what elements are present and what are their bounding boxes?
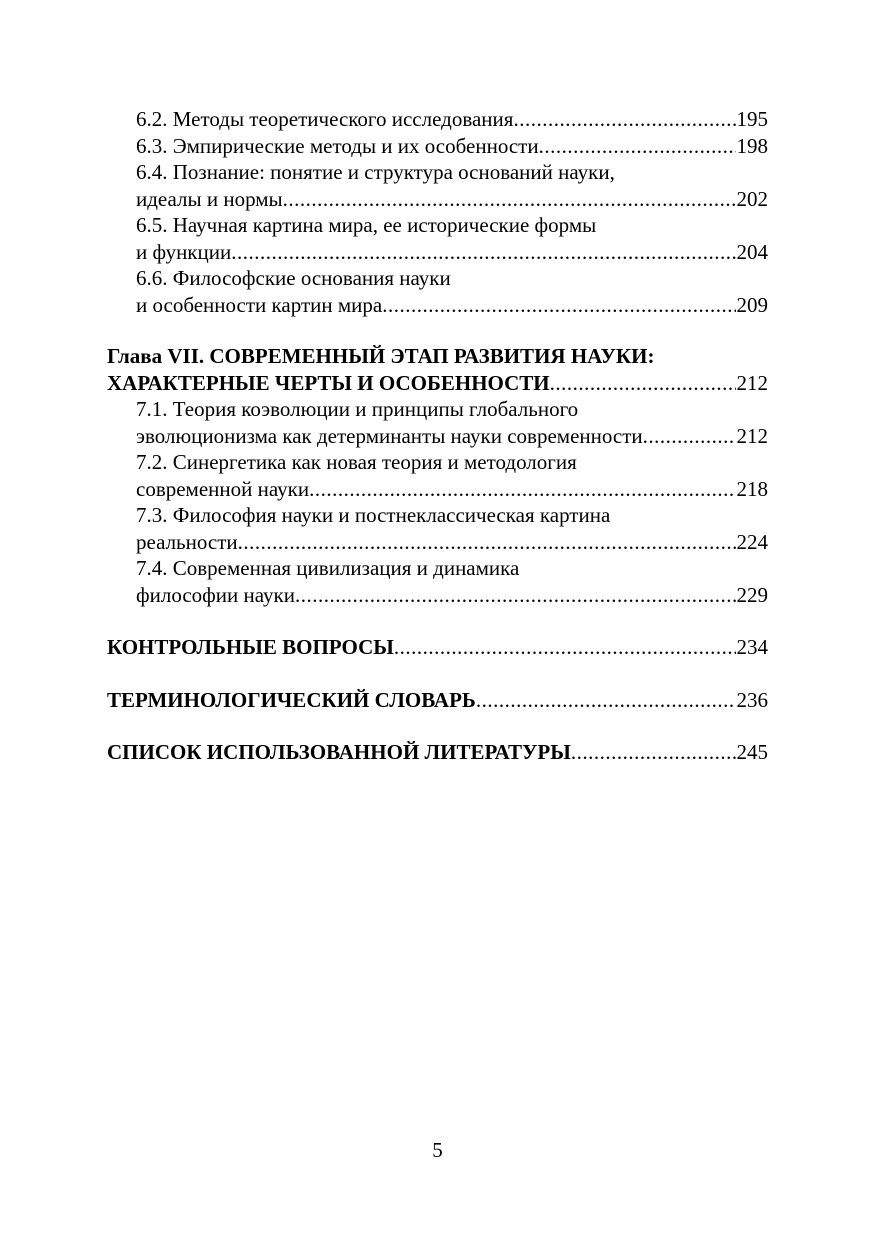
toc-entry-title-cont: эволюционизма как детерминанты науки современности	[136, 423, 643, 448]
toc-section-title: СПИСОК ИСПОЛЬЗОВАННОЙ ЛИТЕРАТУРЫ	[107, 740, 571, 764]
toc-chapter-title-cont: ХАРАКТЕРНЫЕ ЧЕРТЫ И ОСОБЕННОСТИ	[107, 370, 550, 395]
toc-entry-title: 6.2. Методы теоретического исследования	[136, 107, 514, 131]
toc-page-number: 234	[736, 635, 768, 659]
page-number: 5	[432, 1138, 443, 1162]
toc-entry-title-cont: философии науки	[136, 582, 295, 607]
dot-leader	[382, 292, 735, 319]
toc-page-number: 229	[736, 582, 768, 607]
toc-section-title: КОНТРОЛЬНЫЕ ВОПРОСЫ	[107, 635, 394, 659]
toc-entry-title-cont: и особенности картин мира	[136, 292, 383, 317]
toc-page-number: 245	[736, 740, 768, 764]
toc-page-number: 236	[736, 687, 768, 712]
toc-entry-7-4	[107, 555, 768, 608]
toc-page-number: 212	[736, 370, 768, 395]
toc-entry-7-2	[107, 449, 768, 502]
toc-entry-6-4	[107, 159, 768, 212]
toc-section-title: ТЕРМИНОЛОГИЧЕСКИЙ СЛОВАРЬ	[107, 687, 476, 712]
toc-entry-title-cont: современной науки	[136, 476, 310, 501]
toc-entry-6-3	[107, 133, 768, 160]
toc-page-number: 212	[736, 423, 768, 448]
toc-entry-title-cont: идеалы и нормы	[136, 186, 283, 211]
dot-leader	[231, 239, 735, 266]
dot-leader	[476, 687, 736, 714]
toc-page-number: 224	[736, 529, 768, 554]
dot-leader	[643, 423, 736, 450]
dot-leader	[394, 634, 736, 661]
dot-leader	[571, 739, 736, 766]
toc-page-number: 195	[736, 107, 768, 131]
toc-page-number: 218	[736, 476, 768, 501]
toc-entry-title-cont: и функции	[136, 239, 232, 264]
toc-page-number: 198	[736, 133, 768, 158]
toc-entry-title: 7.2. Синергетика как новая теория и методология	[136, 450, 577, 474]
toc-chapter-title: Глава VII. СОВРЕМЕННЫЙ ЭТАП РАЗВИТИЯ НАУКИ:	[107, 344, 655, 368]
dot-leader	[513, 106, 735, 133]
toc-page-number: 209	[736, 292, 768, 317]
dot-leader	[539, 133, 736, 160]
toc-entry-title: 7.4. Современная цивилизация и динамика	[136, 556, 520, 580]
toc-entry-7-3	[107, 502, 768, 555]
dot-leader	[238, 529, 736, 556]
toc-references	[107, 739, 768, 766]
toc-entry-title: 7.1. Теория коэволюции и принципы глобального	[136, 397, 579, 421]
toc-control-questions	[107, 634, 768, 661]
toc-entry-6-5	[107, 212, 768, 265]
toc-entry-title-cont: реальности	[136, 529, 238, 554]
table-of-contents	[107, 106, 768, 766]
toc-entry-6-2	[107, 106, 768, 133]
toc-entry-title: 7.3. Философия науки и постнеклассическая картина	[136, 503, 611, 527]
dot-leader	[309, 476, 735, 503]
dot-leader	[550, 370, 736, 397]
toc-page-number: 202	[736, 186, 768, 211]
toc-page-number: 204	[736, 239, 768, 264]
toc-entry-title: 6.3. Эмпирические методы и их особенности	[136, 133, 539, 158]
toc-entry-title: 6.4. Познание: понятие и структура оснований науки,	[136, 160, 615, 184]
toc-chapter-7	[107, 343, 768, 396]
toc-entry-title: 6.6. Философские основания науки	[136, 266, 451, 290]
dot-leader	[283, 186, 736, 213]
toc-entry-6-6	[107, 265, 768, 318]
toc-entry-7-1	[107, 396, 768, 449]
toc-glossary	[107, 687, 768, 714]
dot-leader	[295, 582, 736, 609]
toc-entry-title: 6.5. Научная картина мира, ее исторические формы	[136, 213, 597, 237]
